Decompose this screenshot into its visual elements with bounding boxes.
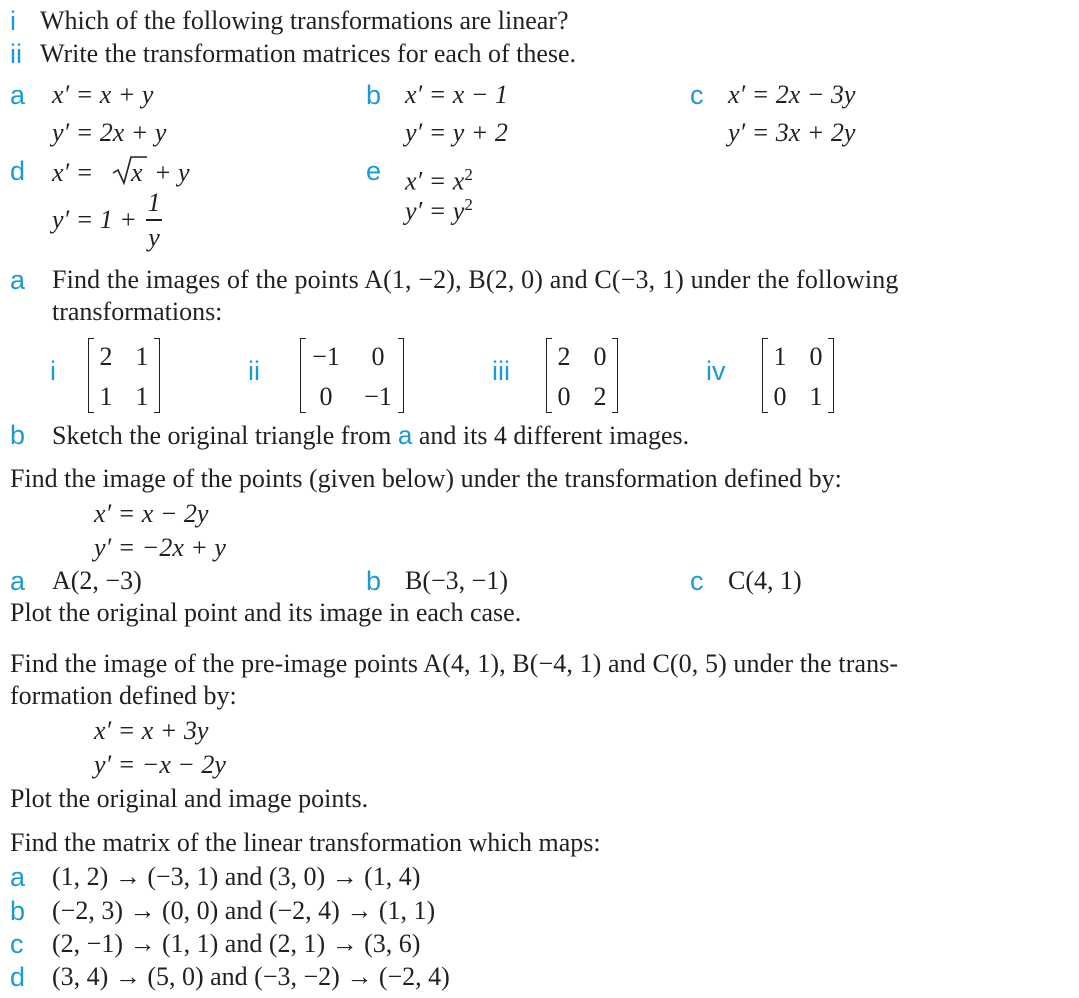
matrix-iii-cell: 0 [557,381,571,411]
q5-c-label: c [10,929,24,959]
q2-b-label: b [10,420,26,450]
fraction-bar [146,219,162,221]
q3-eq1: x′ = x − 2y [94,499,209,528]
q2-a-line1: Find the images of the points A(1, −2), B(2, 0) and C(−3, 1) under the following [52,265,899,294]
right-bracket [398,338,404,413]
q4-line2: formation defined by: [10,681,237,710]
q1-e-eq2 [405,190,473,227]
matrix-iv-cell: 0 [773,381,787,411]
q4-eq2: y′ = −x − 2y [94,750,226,779]
q1-ii-label: ii [10,39,22,69]
q4-line1: Find the image of the pre-image points A(4, 1), B(−4, 1) and C(0, 5) under the trans- [10,649,899,678]
q1-e-eq1-base: x′ = x [405,166,465,196]
q3-b-text: B(−3, −1) [405,566,508,595]
q3-outro: Plot the original point and its image in each case. [10,598,522,627]
q1-e-label: e [366,156,382,186]
matrix-ii-cell: 0 [319,381,333,411]
q3-c-label: c [690,566,704,596]
matrix-i-label: i [50,356,56,386]
q1-d-eq1-rhs: + y [154,158,190,187]
left-bracket [88,338,94,413]
q4-eq1: x′ = x + 3y [94,716,209,745]
matrix-iii-cell: 2 [593,381,607,411]
q5-a-text: (1, 2) → (−3, 1) and (3, 0) → (1, 4) [52,862,421,891]
matrix-i-cell: 2 [99,342,113,371]
q3-eq2: y′ = −2x + y [94,533,226,562]
q3-intro: Find the image of the points (given below) under the transformation defined by: [10,464,842,493]
q5-intro: Find the matrix of the linear transformation which maps: [10,828,601,857]
q3-a-label: a [10,566,26,596]
matrix-iii [546,338,618,413]
q1-i-text: Which of the following transformations are linear? [40,6,569,35]
q1-e-eq1-exponent: 2 [464,165,473,184]
q5-a-label: a [10,862,26,892]
q2-a-line2: transformations: [52,297,223,326]
q2-b-text-pre: Sketch the original triangle from [52,421,398,450]
matrix-iii-label: iii [492,356,510,386]
q2-b-ref: a [397,420,413,450]
matrix-ii-cell: −1 [312,342,340,371]
q1-ii-text: Write the transformation matrices for each of these. [40,39,577,68]
matrix-iv-label: iv [706,356,726,386]
q2-b-text [52,420,689,451]
q1-b-label: b [366,80,382,110]
q2-a-label: a [10,265,26,295]
matrix-iii-cell: 0 [593,342,607,371]
q1-b-eq2: y′ = y + 2 [405,118,508,147]
left-bracket [762,338,768,413]
left-bracket [300,338,306,413]
q1-d-eq1-radicand: x [131,158,143,187]
matrix-iv [762,338,834,413]
matrix-iii-cell: 2 [557,342,571,371]
q1-a-label: a [10,80,26,110]
matrix-i-cell: 1 [135,342,149,371]
matrix-iv-cell: 1 [809,381,823,411]
q3-b-label: b [366,566,382,596]
right-bracket [828,338,834,413]
q5-c-text: (2, −1) → (1, 1) and (2, 1) → (3, 6) [52,929,421,958]
q1-c-eq1: x′ = 2x − 3y [728,80,856,109]
matrix-ii [300,338,404,413]
right-bracket [154,338,160,413]
q1-a-eq1: x′ = x + y [52,80,154,109]
q1-d-eq2-numerator: 1 [147,188,161,217]
q3-a-text: A(2, −3) [52,566,142,595]
q2-b-text-post: and its 4 different images. [412,421,690,450]
q1-c-eq2: y′ = 3x + 2y [728,118,856,147]
matrix-iv-cell: 1 [773,342,787,371]
matrix-i-cell: 1 [99,381,113,411]
matrix-ii-cell: 0 [371,342,385,371]
q1-e-eq2-base: y′ = y [405,196,465,226]
q1-i-label: i [10,6,16,36]
q1-d-label: d [10,156,26,186]
q1-d-eq2-lhs: y′ = 1 + [52,205,137,234]
q5-d-label: d [10,962,26,992]
matrix-i-cell: 1 [135,381,149,411]
q1-d-eq1-lhs: x′ = [52,158,94,187]
q1-b-eq1: x′ = x − 1 [405,80,508,109]
left-bracket [546,338,552,413]
right-bracket [612,338,618,413]
q4-outro: Plot the original and image points. [10,784,369,813]
matrix-i [88,338,160,413]
matrix-ii-cell: −1 [364,381,392,411]
q5-d-text: (3, 4) → (5, 0) and (−3, −2) → (−2, 4) [52,962,450,991]
q1-c-label: c [690,80,704,110]
q1-d-eq2-denominator: y [148,223,160,252]
q5-b-text: (−2, 3) → (0, 0) and (−2, 4) → (1, 1) [52,896,436,925]
q1-a-eq2: y′ = 2x + y [52,118,167,147]
q1-e-eq2-exponent: 2 [464,195,473,214]
matrix-iv-cell: 0 [809,342,823,371]
q3-c-text: C(4, 1) [728,566,802,595]
matrix-ii-label: ii [248,356,260,386]
q5-b-label: b [10,896,26,926]
